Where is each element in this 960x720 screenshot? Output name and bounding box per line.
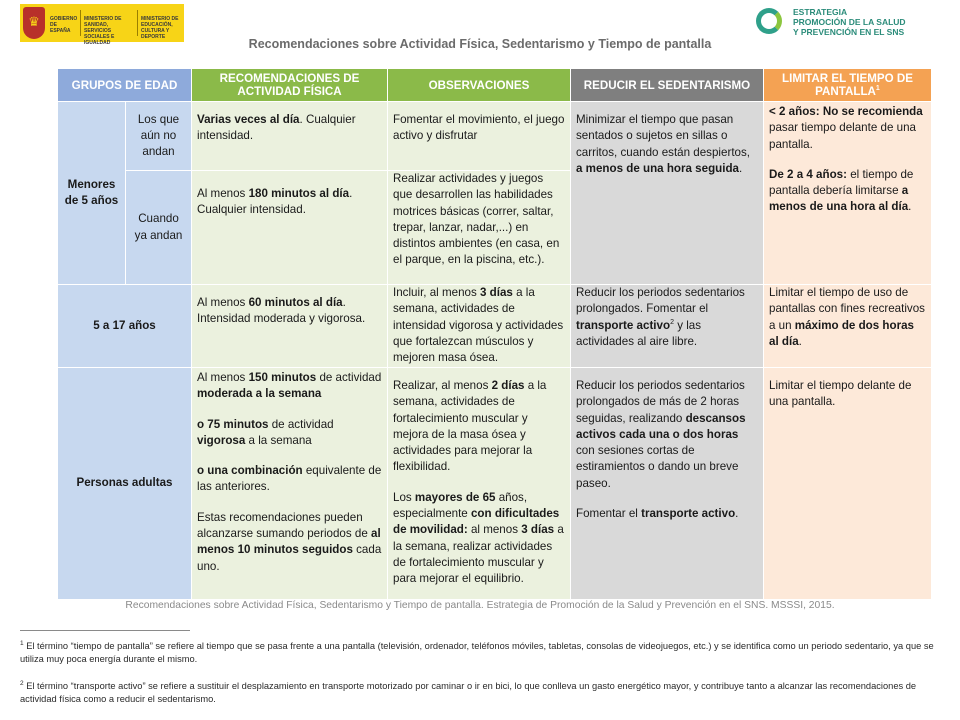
header-limit-screen-time	[764, 69, 932, 102]
gov-separator	[80, 10, 81, 36]
header-screen-label: LIMITAR EL TIEMPO DE PANTALLA	[782, 72, 913, 98]
strategy-ring-icon	[756, 8, 782, 34]
physical-5-to-17: Al menos 60 minutos al día. Intensidad moderada y vigorosa.	[192, 285, 388, 368]
screen-under5: < 2 años: No se recomienda pasar tiempo delante de una pantalla. De 2 a 4 años: el tiempo de pantalla debería limitarse a menos de una hora al día.	[764, 102, 932, 285]
table-header-row	[58, 69, 932, 102]
observation-5-to-17: Incluir, al menos 3 días a la semana, actividades de intensidad vigorosa y actividades que fortalezcan músculos y mejoren masa ósea.	[388, 285, 571, 368]
strategy-line-3: Y PREVENCIÓN EN EL SNS	[793, 27, 905, 37]
age-group-under-5: Menores de 5 años	[58, 102, 126, 285]
physical-under5-walking: Al menos 180 minutos al día. Cualquier intensidad.	[192, 171, 388, 285]
table-row	[58, 285, 932, 368]
footnote-1: $^1$ El término “tiempo de pantalla” se refiere al tiempo que se pasa frente a una pantalla (televisión, ordenador, teléfonos móviles, tabletas, consolas de videojuegos, etc.) y se identifica como un periodo sedentario, ya que se utiliza muy poca energía durante el mismo.	[20, 639, 934, 664]
footnote-divider	[20, 630, 190, 631]
coat-of-arms-icon: ♛	[23, 7, 45, 39]
header-age-groups: GRUPOS DE EDAD	[58, 69, 192, 102]
screen-5-to-17: Limitar el tiempo de uso de pantallas con fines recreativos a un máximo de dos horas al día.	[764, 285, 932, 368]
physical-adults: Al menos 150 minutos de actividad moderada a la semana o 75 minutos de actividad vigorosa a la semana o una combinación equivalente de las anteriores. Estas recomendaciones pueden alcanzarse sumando periodos de al menos 10 minutos seguidos cada uno.	[192, 368, 388, 600]
sedentary-under5: Minimizar el tiempo que pasan sentados o sujetos en sillas o carritos, cuando están despiertos, a menos de una hora seguida.	[571, 102, 764, 285]
observation-under5-not-walking: Fomentar el movimiento, el juego activo y disfrutar	[388, 102, 571, 171]
gov-country-label: GOBIERNO DE ESPAÑA	[50, 16, 78, 34]
gov-separator	[137, 10, 138, 36]
page-title: Recomendaciones sobre Actividad Física, Sedentarismo y Tiempo de pantalla	[248, 37, 712, 51]
sedentary-5-to-17: Reducir los periodos sedentarios prolongados. Fomentar el transporte activo$^2$ y las actividades al aire libre.	[571, 285, 764, 368]
footnote-ref: 2	[670, 318, 674, 326]
header-reduce-sedentary: REDUCIR EL SEDENTARISMO	[571, 69, 764, 102]
table-row	[58, 368, 932, 600]
header-observations: OBSERVACIONES	[388, 69, 571, 102]
strategy-line-2: PROMOCIÓN DE LA SALUD	[793, 17, 906, 27]
recommendations-table	[57, 68, 932, 600]
observation-under5-walking: Realizar actividades y juegos que desarrollen las habilidades motrices básicas (correr, saltar, trepar, lanzar, nadar,...) en distintos ambientes (en casa, en el parque, en la piscina, etc.).	[388, 171, 571, 285]
header-physical-activity: RECOMENDACIONES DE ACTIVIDAD FÍSICA	[192, 69, 388, 102]
age-subgroup-walking: Cuando ya andan	[126, 171, 192, 285]
strategy-line-1: ESTRATEGIA	[793, 7, 848, 17]
age-group-adults: Personas adultas	[58, 368, 192, 600]
table-row	[58, 102, 932, 171]
sedentary-adults: Reducir los periodos sedentarios prolongados de más de 2 horas seguidas, realizando descansos activos cada una o dos horas con sesiones cortas de estiramientos o dando un breve paseo. Fomentar el transporte activo.	[571, 368, 764, 600]
gov-ministry-1: MINISTERIO DE SANIDAD, SERVICIOS SOCIALES E IGUALDAD	[84, 16, 122, 46]
screen-adults: Limitar el tiempo delante de una pantalla.	[764, 368, 932, 600]
age-group-5-to-17: 5 a 17 años	[58, 285, 192, 368]
age-subgroup-not-walking: Los que aún no andan	[126, 102, 192, 171]
source-note: Recomendaciones sobre Actividad Física, Sedentarismo y Tiempo de pantalla. Estrategia de Promoción de la Salud y Prevención en el SNS. MSSSI, 2015.	[125, 600, 835, 611]
page-header	[0, 0, 960, 60]
physical-under5-not-walking: Varias veces al día. Cualquier intensidad.	[192, 102, 388, 171]
footnote-2: $^2$ El término “transporte activo” se refiere a sustituir el desplazamiento en transporte motorizado por caminar o ir en bici, lo que conlleva un gasto energético mayor, y contribuye tanto a alcanzar las recomendaciones de actividad física como a reducir el sedentarismo.	[20, 679, 917, 704]
observation-adults: Realizar, al menos 2 días a la semana, actividades de fortalecimiento muscular y mejora de la masa ósea y actividades para mejorar la flexibilidad. Los mayores de 65 años, especialmente con dificultades de movilidad: al menos 3 días a la semana, realizar actividades de fortalecimiento muscular y para mejorar el equilibrio.	[388, 368, 571, 600]
footnote-ref: 1	[875, 85, 880, 93]
gov-ministry-2: MINISTERIO DE EDUCACIÓN, CULTURA Y DEPORTE	[141, 16, 179, 40]
